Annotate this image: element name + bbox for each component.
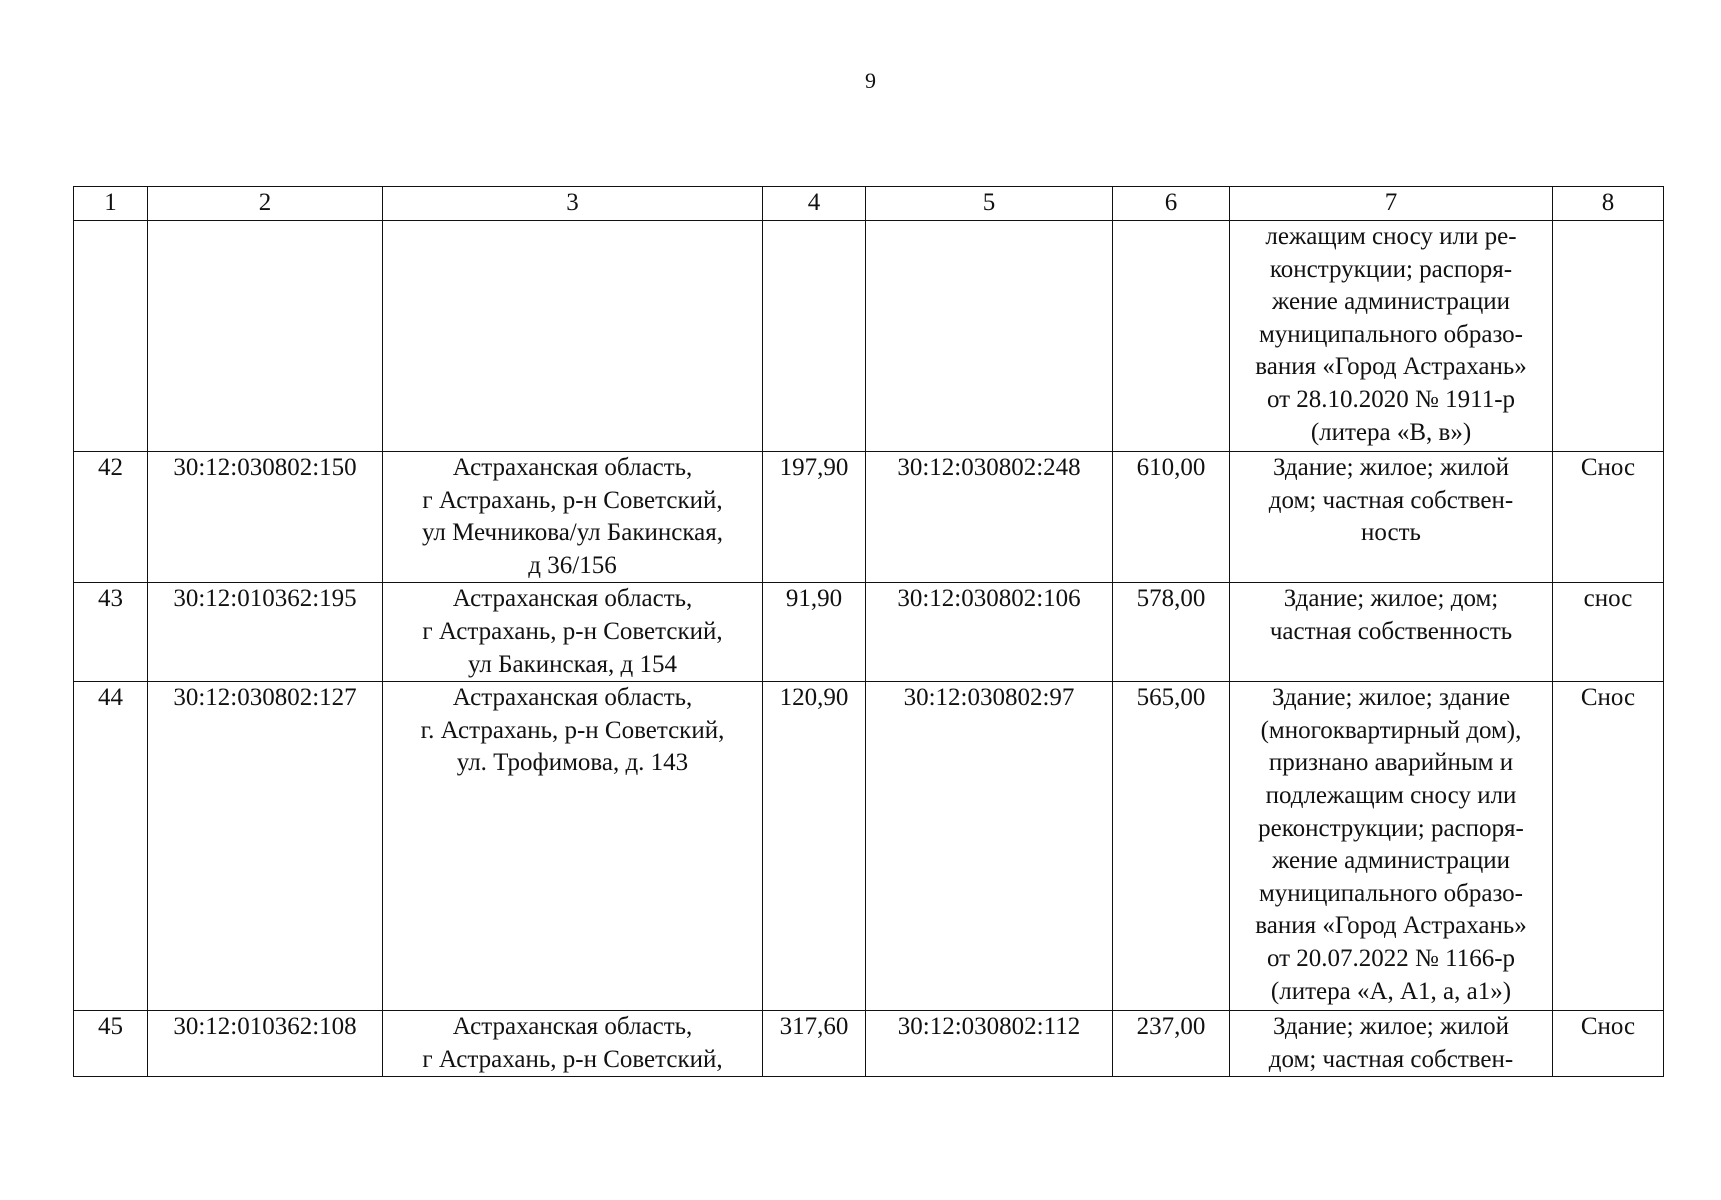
- column-number-row: [74, 187, 1664, 221]
- parcel-number-cell: 30:12:030802:112: [866, 1011, 1113, 1077]
- page-number: 9: [865, 68, 876, 93]
- description-cell: Здание; жилое; жилой дом; частная собствен-: [1230, 1011, 1553, 1077]
- action-cell: Снос: [1553, 682, 1664, 1011]
- parcel-area-cell: 610,00: [1113, 452, 1230, 583]
- column-number: 4: [763, 187, 866, 221]
- description-cell: Здание; жилое; дом; частная собственность: [1230, 583, 1553, 682]
- description-cell: Здание; жилое; здание (многоквартирный дом), признано аварийным и подлежащим сносу или реконструкции; распоря- жение администрации муниципального образо- вания «Город Астрахань» от 20.07.2022 № 1166-р (литера «А, А1, а, а1»): [1230, 682, 1553, 1011]
- area-cell: 317,60: [763, 1011, 866, 1077]
- cadastral-number-cell: 30:12:030802:127: [148, 682, 383, 1011]
- parcel-number-cell: 30:12:030802:106: [866, 583, 1113, 682]
- column-number: 5: [866, 187, 1113, 221]
- address-cell: Астраханская область, г Астрахань, р-н Советский, ул Бакинская, д 154: [383, 583, 763, 682]
- row-number-cell: 45: [74, 1011, 148, 1077]
- column-number: 1: [74, 187, 148, 221]
- empty-cell: [1553, 221, 1664, 452]
- table-row: [74, 1011, 1664, 1077]
- address-cell: Астраханская область, г Астрахань, р-н Советский,: [383, 1011, 763, 1077]
- parcel-area-cell: 565,00: [1113, 682, 1230, 1011]
- action-cell: Снос: [1553, 1011, 1664, 1077]
- empty-cell: [1113, 221, 1230, 452]
- action-cell: снос: [1553, 583, 1664, 682]
- column-number: 6: [1113, 187, 1230, 221]
- description-cell: лежащим сносу или ре- конструкции; распоря- жение администрации муниципального образо- вания «Город Астрахань» от 28.10.2020 № 1911-р (литера «В, в»): [1230, 221, 1553, 452]
- description-cell: Здание; жилое; жилой дом; частная собствен- ность: [1230, 452, 1553, 583]
- empty-cell: [383, 221, 763, 452]
- table-row: [74, 682, 1664, 1011]
- table-row: [74, 452, 1664, 583]
- action-cell: Снос: [1553, 452, 1664, 583]
- area-cell: 197,90: [763, 452, 866, 583]
- parcel-area-cell: 237,00: [1113, 1011, 1230, 1077]
- cadastral-number-cell: 30:12:010362:108: [148, 1011, 383, 1077]
- address-cell: Астраханская область, г. Астрахань, р-н Советский, ул. Трофимова, д. 143: [383, 682, 763, 1011]
- column-number: 8: [1553, 187, 1664, 221]
- cadastral-number-cell: 30:12:010362:195: [148, 583, 383, 682]
- empty-cell: [74, 221, 148, 452]
- empty-cell: [866, 221, 1113, 452]
- row-number-cell: 42: [74, 452, 148, 583]
- row-number-cell: 43: [74, 583, 148, 682]
- empty-cell: [763, 221, 866, 452]
- parcel-area-cell: 578,00: [1113, 583, 1230, 682]
- column-number: 3: [383, 187, 763, 221]
- registry-table: [73, 186, 1664, 1077]
- column-number: 2: [148, 187, 383, 221]
- parcel-number-cell: 30:12:030802:97: [866, 682, 1113, 1011]
- table-row-continuation: [74, 221, 1664, 452]
- address-cell: Астраханская область, г Астрахань, р-н Советский, ул Мечникова/ул Бакинская, д 36/156: [383, 452, 763, 583]
- empty-cell: [148, 221, 383, 452]
- row-number-cell: 44: [74, 682, 148, 1011]
- area-cell: 91,90: [763, 583, 866, 682]
- table-row: [74, 583, 1664, 682]
- cadastral-number-cell: 30:12:030802:150: [148, 452, 383, 583]
- parcel-number-cell: 30:12:030802:248: [866, 452, 1113, 583]
- column-number: 7: [1230, 187, 1553, 221]
- area-cell: 120,90: [763, 682, 866, 1011]
